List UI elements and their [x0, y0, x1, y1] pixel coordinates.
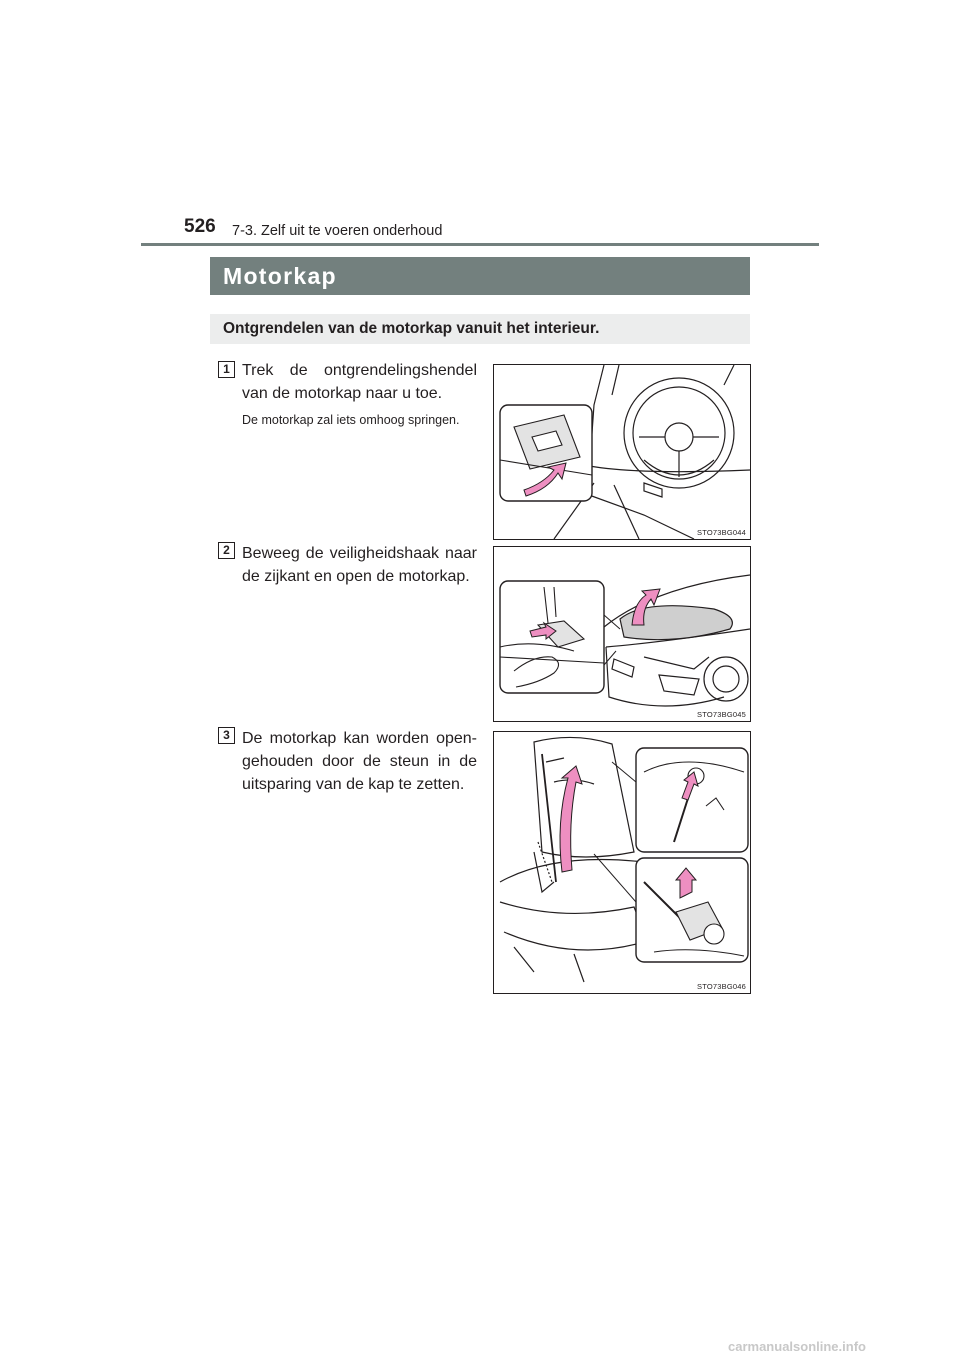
figure-code-3: STO73BG046 [697, 982, 746, 991]
figure-safety-catch [493, 546, 751, 722]
figure-code-1: STO73BG044 [697, 528, 746, 537]
page-title: Motorkap [223, 263, 337, 289]
step-number-1: 1 [218, 361, 235, 378]
step-2-text: Beweeg de veiligheidshaak naar de zijkant en open de motorkap. [242, 545, 477, 585]
watermark: carmanualsonline.info [728, 1339, 866, 1354]
section-title: 7-3. Zelf uit te voeren onderhoud [232, 223, 443, 239]
figure-hood-release-lever [493, 364, 751, 540]
step-1-note: De motorkap zal iets omhoog springen. [242, 413, 460, 427]
subtitle-bar [210, 314, 750, 344]
safety-catch-illustration [494, 547, 750, 721]
figure-hood-support-rod [493, 731, 751, 994]
step-number-2: 2 [218, 542, 235, 559]
title-bar [210, 257, 750, 295]
step-number-3: 3 [218, 727, 235, 744]
support-rod-illustration [494, 732, 750, 993]
subtitle: Ontgrendelen van de motorkap vanuit het interieur. [223, 320, 600, 337]
figure-code-2: STO73BG045 [697, 710, 746, 719]
page-number: 526 [184, 216, 216, 237]
header-rule [141, 243, 819, 246]
step-3-text: De motorkap kan worden open-gehouden door de steun in de uitsparing van de kap te zetten. [242, 730, 477, 793]
hood-release-illustration [494, 365, 750, 539]
step-1-text: Trek de ontgrendelingshendel van de motorkap naar u toe. [242, 362, 477, 402]
